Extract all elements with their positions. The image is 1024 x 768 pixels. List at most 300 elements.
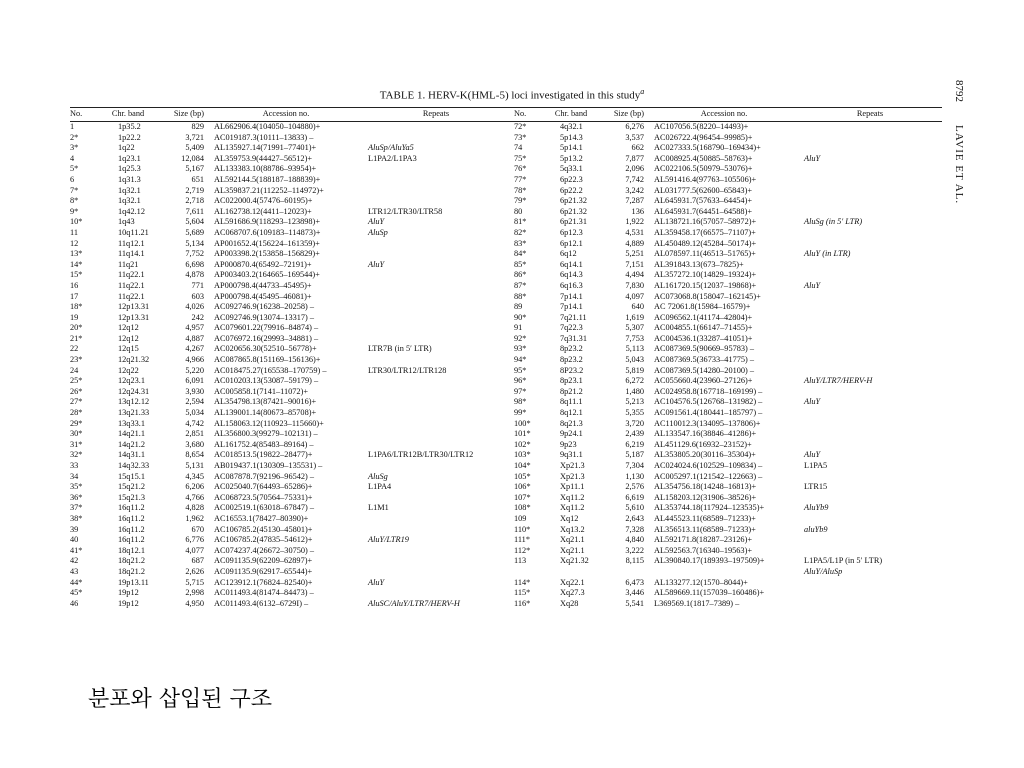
- chromosome-band-cell: 1p35.2: [118, 122, 141, 131]
- accession-number-cell: AC022000.4(57476–60195)+: [214, 196, 313, 206]
- locus-number-cell: 99*: [514, 408, 527, 418]
- locus-number-cell: 89: [514, 302, 523, 312]
- accession-number-cell: AC096562.1(41174–42804)+: [654, 312, 753, 322]
- chromosome-band-cell: 13q12.12: [118, 397, 150, 407]
- repeats-cell: [798, 260, 942, 271]
- accession-number-cell: AL592171.8(18287–23126)+: [654, 535, 753, 545]
- accession-number-cell: AL357272.10(14829–19324)+: [654, 270, 757, 280]
- locus-number-cell: 104*: [514, 461, 531, 470]
- running-head: LAVIE ET AL.: [953, 125, 965, 205]
- accession-number-cell: AL158203.12(31906–38526)+: [654, 492, 757, 502]
- locus-number-cell: 25*: [70, 376, 83, 386]
- locus-number-cell: 102*: [514, 439, 531, 449]
- repeats-cell: [362, 186, 510, 197]
- repeats-cell: [798, 186, 942, 197]
- chromosome-band-cell: 12p13.31: [118, 302, 150, 312]
- accession-number-cell: AP000798.4(45495–46081)+: [214, 291, 312, 301]
- locus-number-cell: 28*: [70, 408, 83, 418]
- table-row: [70, 239, 942, 250]
- locus-number-cell: 103*: [514, 450, 531, 460]
- accession-number-cell: AL591686.9(118293–123898)+: [214, 217, 320, 227]
- size-bp-cell: 4,531: [625, 227, 644, 237]
- accession-number-cell: AL445523.11(68589–71233)+: [654, 513, 756, 523]
- table-row: [70, 450, 942, 461]
- size-bp-cell: 4,766: [185, 492, 204, 502]
- accession-number-cell: AC004536.1(33287–41051)+: [654, 333, 753, 343]
- chromosome-band-cell: Xp21.3: [560, 471, 585, 481]
- accession-number-cell: [650, 567, 798, 578]
- accession-number-cell: AL135927.14(71991–77401)+: [214, 143, 317, 153]
- accession-number-cell: AL353744.18(117924–123535)+: [654, 503, 765, 513]
- size-bp-cell: 4,345: [185, 471, 204, 481]
- chromosome-band-cell: 15q21.2: [118, 482, 145, 492]
- table-row: [70, 387, 942, 398]
- size-bp-cell: 2,594: [185, 397, 204, 407]
- accession-number-cell: AL158063.12(110923–115660)+: [214, 418, 324, 428]
- chromosome-band-cell: Xp11.1: [560, 482, 585, 492]
- chromosome-band-cell: 1q42.12: [118, 206, 145, 216]
- accession-number-cell: AC002519.1(63018–67847) –: [214, 503, 315, 513]
- repeats-cell: [362, 122, 510, 133]
- chromosome-band-cell: 6q14.1: [560, 259, 583, 269]
- locus-number-cell: 18*: [70, 302, 83, 312]
- chromosome-band-cell: Xq21.1: [560, 535, 585, 545]
- chromosome-band-cell: 10q11.21: [118, 227, 149, 237]
- repeats-cell: LTR30/LTR12/LTR128: [368, 365, 447, 375]
- chromosome-band-cell: 6p22.3: [560, 174, 583, 184]
- repeats-cell: AluSg (in 5′ LTR): [804, 217, 863, 227]
- table-row: [70, 535, 942, 546]
- chromosome-band-cell: 14q32.33: [118, 461, 150, 470]
- chromosome-band-cell: 11q22.1: [118, 280, 145, 290]
- accession-number-cell: AP001652.4(156224–161359)+: [214, 238, 320, 248]
- locus-number-cell: 37*: [70, 503, 83, 513]
- size-bp-cell: [602, 567, 650, 578]
- size-bp-cell: 4,878: [185, 270, 204, 280]
- size-bp-cell: 7,753: [625, 333, 644, 343]
- chromosome-band-cell: 16q11.2: [118, 513, 145, 523]
- locus-number-cell: 83*: [514, 238, 527, 248]
- repeats-cell: LTR15: [804, 482, 828, 492]
- chromosome-band-cell: 5q33.1: [560, 164, 583, 174]
- accession-number-cell: AC106785.2(47835–54612)+: [214, 535, 313, 545]
- repeats-cell: L1PA4: [368, 482, 392, 492]
- locus-number-cell: 16: [70, 280, 79, 290]
- size-bp-cell: 5,409: [185, 143, 204, 153]
- size-bp-cell: 1,922: [625, 217, 644, 227]
- chromosome-band-cell: 12q21.32: [118, 355, 150, 365]
- size-bp-cell: 5,355: [625, 408, 644, 418]
- accession-number-cell: AL138721.16(57057–58972)+: [654, 217, 757, 227]
- column-header: Chr. band: [540, 108, 602, 122]
- size-bp-cell: 2,719: [185, 185, 204, 195]
- locus-number-cell: 29*: [70, 418, 83, 428]
- repeats-cell: [798, 419, 942, 430]
- repeats-cell: [362, 281, 510, 292]
- size-bp-cell: 1,619: [625, 312, 644, 322]
- repeats-cell: [362, 567, 510, 578]
- locus-number-cell: 93*: [514, 344, 527, 354]
- locus-number-cell: 77*: [514, 174, 527, 184]
- accession-number-cell: AL356800.3(99279–102131) –: [214, 429, 318, 439]
- chromosome-band-cell: 5p14.1: [560, 143, 583, 153]
- locus-number-cell: 19: [70, 312, 79, 322]
- column-header: Chr. band: [98, 108, 158, 122]
- chromosome-band-cell: Xq11.2: [560, 503, 585, 513]
- size-bp-cell: 7,151: [625, 259, 644, 269]
- size-bp-cell: 640: [631, 302, 644, 312]
- repeats-cell: [798, 514, 942, 525]
- table-row: [70, 546, 942, 557]
- table-title-text: TABLE 1. HERV-K(HML-5) loci investigated in this study: [379, 89, 641, 102]
- size-bp-cell: 4,026: [185, 302, 204, 312]
- size-bp-cell: 5,819: [625, 365, 644, 375]
- locus-number-cell: 73*: [514, 132, 527, 142]
- accession-number-cell: AL356513.11(68589–71233)+: [654, 524, 756, 534]
- locus-number-cell: 75*: [514, 153, 527, 163]
- size-bp-cell: 6,619: [625, 492, 644, 502]
- chromosome-band-cell: 19p13.11: [118, 577, 149, 587]
- accession-number-cell: L369569.1(1817–7389) –: [654, 598, 740, 608]
- accession-number-cell: AP003403.2(164665–169544)+: [214, 270, 320, 280]
- size-bp-cell: 6,698: [185, 259, 204, 269]
- table-title-footnote-mark: a: [640, 87, 645, 96]
- chromosome-band-cell: Xq11.2: [560, 492, 585, 502]
- size-bp-cell: 2,851: [185, 429, 204, 439]
- accession-number-cell: AL359458.17(66575–71107)+: [654, 227, 756, 237]
- repeats-cell: [362, 323, 510, 334]
- chromosome-band-cell: Xq21.32: [560, 556, 589, 566]
- repeats-cell: aluYb9: [804, 524, 828, 534]
- repeats-cell: [362, 387, 510, 398]
- repeats-cell: [362, 239, 510, 250]
- table-row: [70, 376, 942, 387]
- locus-number-cell: 91: [514, 323, 523, 333]
- chromosome-band-cell: 8q11.1: [560, 397, 583, 407]
- accession-number-cell: AL645931.7(64451–64588)+: [654, 206, 753, 216]
- accession-number-cell: AC16553.1(78427–80390)+: [214, 513, 309, 523]
- chromosome-band-cell: 7q21.11: [560, 312, 587, 322]
- accession-number-cell: AP000798.4(44733–45495)+: [214, 280, 312, 290]
- chromosome-band-cell: 13q21.33: [118, 408, 150, 418]
- size-bp-cell: 7,830: [625, 280, 644, 290]
- repeats-cell: AluY: [368, 217, 385, 227]
- chromosome-band-cell: 11q14.1: [118, 249, 145, 259]
- repeats-cell: [798, 239, 942, 250]
- repeats-cell: [362, 133, 510, 144]
- column-header: Repeats: [362, 108, 510, 122]
- table-row: [70, 122, 942, 133]
- size-bp-cell: 4,840: [625, 535, 644, 545]
- chromosome-band-cell: [540, 567, 602, 578]
- accession-number-cell: AC008925.4(50885–58763)+: [654, 153, 753, 163]
- locus-number-cell: 20*: [70, 323, 83, 333]
- size-bp-cell: 242: [191, 312, 204, 322]
- size-bp-cell: 2,439: [625, 429, 644, 439]
- repeats-cell: AluSp/AluYa5: [368, 143, 414, 153]
- accession-number-cell: AC087369.5(36733–41775) –: [654, 355, 755, 365]
- accession-number-cell: AC074237.4(26672–30750) –: [214, 545, 315, 555]
- table-row: [70, 281, 942, 292]
- accession-number-cell: AC024024.6(102529–109834) –: [654, 461, 763, 470]
- size-bp-cell: 5,113: [625, 344, 644, 354]
- chromosome-band-cell: 8p23.2: [560, 344, 583, 354]
- size-bp-cell: 7,742: [625, 174, 644, 184]
- size-bp-cell: 3,721: [185, 132, 204, 142]
- locus-number-cell: 98*: [514, 397, 527, 407]
- chromosome-band-cell: 6p12.1: [560, 238, 583, 248]
- size-bp-cell: 5,251: [625, 249, 644, 259]
- chromosome-band-cell: 11q22.1: [118, 291, 145, 301]
- table-row: [70, 344, 942, 355]
- size-bp-cell: 6,776: [185, 535, 204, 545]
- accession-number-cell: AC087369.5(14280–20100) –: [654, 365, 755, 375]
- locus-number-cell: 39: [70, 524, 79, 534]
- chromosome-band-cell: 16q11.2: [118, 503, 145, 513]
- size-bp-cell: 6,276: [625, 122, 644, 131]
- locus-number-cell: 26*: [70, 386, 83, 396]
- accession-number-cell: AL161720.15(12037–19868)+: [654, 280, 757, 290]
- chromosome-band-cell: 6p21.31: [560, 217, 587, 227]
- accession-number-cell: AP000870.4(65492–72191)+: [214, 259, 312, 269]
- size-bp-cell: 5,541: [625, 598, 644, 608]
- size-bp-cell: 5,307: [625, 323, 644, 333]
- accession-number-cell: AC024958.8(167718–169199) –: [654, 386, 763, 396]
- repeats-cell: AluY (in LTR): [804, 249, 851, 259]
- repeats-cell: [362, 292, 510, 303]
- chromosome-band-cell: 7p14.1: [560, 302, 583, 312]
- size-bp-cell: 8,654: [185, 450, 204, 460]
- repeats-cell: [362, 525, 510, 536]
- repeats-cell: [798, 408, 942, 419]
- table-row: [70, 355, 942, 366]
- repeats-cell: [798, 313, 942, 324]
- column-header: No.: [70, 108, 98, 122]
- table-row: [70, 133, 942, 144]
- repeats-cell: [798, 143, 942, 154]
- repeats-cell: AluSp: [368, 227, 388, 237]
- accession-number-cell: AC092746.9(13074–13317) –: [214, 312, 315, 322]
- chromosome-band-cell: 12q15: [118, 344, 139, 354]
- accession-number-cell: AL450489.12(45284–50174)+: [654, 238, 757, 248]
- size-bp-cell: 7,287: [625, 196, 644, 206]
- size-bp-cell: 5,187: [625, 450, 644, 460]
- size-bp-cell: 2,998: [185, 588, 204, 598]
- accession-number-cell: AC091135.9(62209–62897)+: [214, 556, 313, 566]
- table-row: [70, 186, 942, 197]
- chromosome-band-cell: Xp21.3: [560, 461, 585, 470]
- locus-number-cell: 42: [70, 556, 79, 566]
- repeats-cell: [362, 270, 510, 281]
- size-bp-cell: 5,610: [625, 503, 644, 513]
- size-bp-cell: 5,689: [185, 227, 204, 237]
- repeats-cell: [362, 302, 510, 313]
- locus-number-cell: 35*: [70, 482, 83, 492]
- chromosome-band-cell: Xq12: [560, 513, 579, 523]
- size-bp-cell: 603: [191, 291, 204, 301]
- accession-number-cell: AB019437.1(130309–135531) –: [214, 461, 323, 470]
- accession-number-cell: AL354798.13(87421–90016)+: [214, 397, 317, 407]
- size-bp-cell: 662: [631, 143, 644, 153]
- chromosome-band-cell: 1q31.3: [118, 174, 141, 184]
- locus-number-cell: 12: [70, 238, 79, 248]
- locus-number-cell: [510, 567, 540, 578]
- size-bp-cell: 4,077: [185, 545, 204, 555]
- chromosome-band-cell: 6p21.32: [560, 196, 587, 206]
- size-bp-cell: 7,752: [185, 249, 204, 259]
- repeats-cell: [798, 175, 942, 186]
- chromosome-band-cell: 14q31.1: [118, 450, 145, 460]
- slide-caption: 분포와 삽입된 구조: [88, 687, 273, 712]
- chromosome-band-cell: 8P23.2: [560, 365, 584, 375]
- repeats-cell: [798, 599, 942, 610]
- repeats-cell: [798, 164, 942, 175]
- repeats-cell: AluY/AluSp: [804, 566, 843, 576]
- size-bp-cell: 7,304: [625, 461, 644, 470]
- table-row: [70, 164, 942, 175]
- table-row: [70, 472, 942, 483]
- size-bp-cell: 4,097: [625, 291, 644, 301]
- size-bp-cell: 651: [191, 174, 204, 184]
- accession-number-cell: AC018513.5(19822–28477)+: [214, 450, 313, 460]
- repeats-cell: [362, 334, 510, 345]
- table-row: [70, 567, 942, 578]
- accession-number-cell: AL451129.6(16932–23152)+: [654, 439, 752, 449]
- locus-number-cell: 22: [70, 344, 79, 354]
- table-row: [70, 313, 942, 324]
- size-bp-cell: 4,887: [185, 333, 204, 343]
- accession-number-cell: AL353805.20(30116–35304)+: [654, 450, 756, 460]
- chromosome-band-cell: 6p21.32: [560, 206, 587, 216]
- chromosome-band-cell: 8p23.2: [560, 355, 583, 365]
- locus-number-cell: 79*: [514, 196, 527, 206]
- accession-number-cell: AC091135.9(62917–65544)+: [214, 566, 313, 576]
- size-bp-cell: 5,131: [185, 461, 204, 470]
- chromosome-band-cell: 12q12: [118, 323, 139, 333]
- locus-number-cell: 2*: [70, 132, 79, 142]
- repeats-cell: AluY: [368, 259, 385, 269]
- accession-number-cell: AL354756.18(14248–16813)+: [654, 482, 757, 492]
- size-bp-cell: 829: [191, 122, 204, 131]
- table-row: [70, 175, 942, 186]
- locus-number-cell: 114*: [514, 577, 531, 587]
- repeats-cell: L1PA2/L1PA3: [368, 153, 417, 163]
- locus-number-cell: 107*: [514, 492, 531, 502]
- size-bp-cell: 4,742: [185, 418, 204, 428]
- repeats-cell: AluY: [804, 280, 821, 290]
- table-row: [70, 578, 942, 589]
- size-bp-cell: 4,494: [625, 270, 644, 280]
- locus-number-cell: 24: [70, 365, 79, 375]
- size-bp-cell: 3,537: [625, 132, 644, 142]
- chromosome-band-cell: 12p13.31: [118, 312, 150, 322]
- repeats-cell: [798, 196, 942, 207]
- table-row: [70, 588, 942, 599]
- locus-number-cell: 11: [70, 227, 78, 237]
- locus-number-cell: 90*: [514, 312, 527, 322]
- table-row: [70, 482, 942, 493]
- repeats-cell: [798, 344, 942, 355]
- accession-number-cell: AC107056.5(8220–14493)+: [654, 122, 749, 131]
- size-bp-cell: 1,962: [185, 513, 204, 523]
- table-row: [70, 302, 942, 313]
- repeats-cell: [798, 535, 942, 546]
- size-bp-cell: 771: [191, 280, 204, 290]
- size-bp-cell: 3,242: [625, 185, 644, 195]
- repeats-cell: [362, 164, 510, 175]
- accession-number-cell: AC055660.4(23960–27126)+: [654, 376, 753, 386]
- size-bp-cell: 6,219: [625, 439, 644, 449]
- locus-number-cell: 7*: [70, 185, 79, 195]
- accession-number-cell: AC076972.16(29993–34881) –: [214, 333, 319, 343]
- table-row: [70, 334, 942, 345]
- chromosome-band-cell: 6q16.3: [560, 280, 583, 290]
- table-row: [70, 503, 942, 514]
- locus-number-cell: 40: [70, 535, 79, 545]
- table-row: [70, 514, 942, 525]
- chromosome-band-cell: 7q31.31: [560, 333, 587, 343]
- chromosome-band-cell: 6p12.3: [560, 227, 583, 237]
- locus-number-cell: 116*: [514, 598, 531, 608]
- table-row: [70, 228, 942, 239]
- accession-number-cell: AL162738.12(4411–12023)+: [214, 206, 312, 216]
- locus-number-cell: 14*: [70, 259, 83, 269]
- repeats-cell: [362, 514, 510, 525]
- accession-number-cell: AL359753.9(44427–56512)+: [214, 153, 313, 163]
- repeats-cell: [798, 472, 942, 483]
- table-row: [70, 440, 942, 451]
- table-row: [70, 397, 942, 408]
- size-bp-cell: 7,328: [625, 524, 644, 534]
- accession-number-cell: AC005297.1(121542–122663) –: [654, 471, 763, 481]
- table-row: [70, 461, 942, 472]
- accession-number-cell: AC079601.22(79916–84874) –: [214, 323, 319, 333]
- chromosome-band-cell: 1p22.2: [118, 132, 141, 142]
- locus-number-cell: 80: [514, 206, 523, 216]
- size-bp-cell: 1,130: [625, 471, 644, 481]
- column-header: Repeats: [798, 108, 942, 122]
- chromosome-band-cell: 16q11.2: [118, 535, 145, 545]
- locus-number-cell: 27*: [70, 397, 83, 407]
- chromosome-band-cell: 18q21.2: [118, 556, 145, 566]
- locus-number-cell: 30*: [70, 429, 83, 439]
- accession-number-cell: AL359837.21(112252–114972)+: [214, 185, 324, 195]
- loci-table-area: [70, 107, 942, 616]
- chromosome-band-cell: Xq13.2: [560, 524, 585, 534]
- repeats-cell: [798, 440, 942, 451]
- locus-number-cell: 36*: [70, 492, 83, 502]
- accession-number-cell: AC010203.13(53087–59179) –: [214, 376, 319, 386]
- locus-number-cell: 87*: [514, 280, 527, 290]
- size-bp-cell: 5,134: [185, 238, 204, 248]
- locus-number-cell: 105*: [514, 471, 531, 481]
- column-header: No.: [510, 108, 540, 122]
- locus-number-cell: 106*: [514, 482, 531, 492]
- repeats-cell: [362, 408, 510, 419]
- table-row: [70, 556, 942, 567]
- size-bp-cell: 136: [631, 206, 644, 216]
- accession-number-cell: AC026722.4(96454–99985)+: [654, 132, 753, 142]
- accession-number-cell: AC123912.1(76824–82540)+: [214, 577, 313, 587]
- repeats-cell: [798, 334, 942, 345]
- chromosome-band-cell: 1q43: [118, 217, 135, 227]
- repeats-cell: LTR12/LTR30/LTR58: [368, 206, 443, 216]
- locus-number-cell: 8*: [70, 196, 79, 206]
- repeats-cell: AluY: [804, 153, 821, 163]
- accession-number-cell: AC 72061.8(15984–16579)+: [654, 302, 751, 312]
- size-bp-cell: 5,167: [185, 164, 204, 174]
- accession-number-cell: AL589669.11(157039–160486)+: [654, 588, 765, 598]
